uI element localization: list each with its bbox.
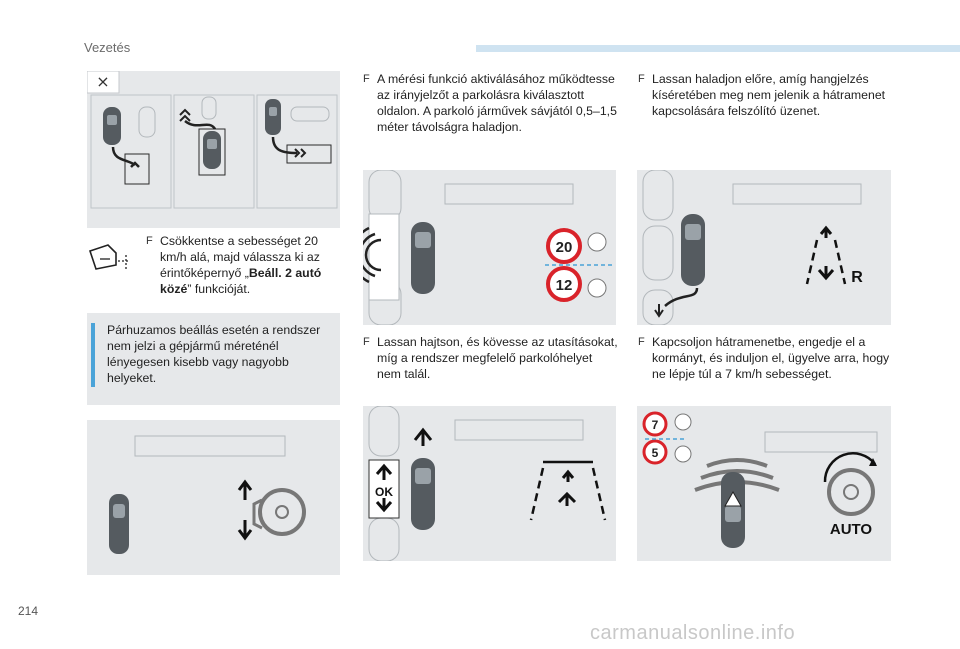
close-symbol: × — [96, 72, 110, 91]
note-text: Párhuzamos beállás esetén a rendszer nem jelzi a gépjármű méreténél lényegesen kisebb vagy nagyobb helyeket. — [107, 323, 321, 385]
step-1: F Csökkentse a sebességet 20 km/h alá, majd válassza ki az érintőképernyő „Beáll. 2 autó közé” funkcióját. — [146, 234, 322, 296]
watermark: carmanualsonline.info — [590, 622, 796, 644]
step-bullet: F — [146, 235, 153, 247]
ok-label: OK — [375, 485, 393, 499]
parallel-parking-icon — [88, 241, 134, 273]
section-title: Vezetés — [84, 40, 131, 55]
figure-forward-ok — [363, 406, 616, 561]
figure-reverse-prompt — [637, 170, 891, 325]
note-box — [87, 313, 340, 405]
step-4: F Lassan hajtson, és kövesse az utasításokat, míg a rendszer megfelelő parkolóhelyet nem talál. — [363, 335, 618, 381]
figure-steering-hands-off — [87, 420, 340, 575]
reverse-letter: R — [851, 269, 863, 286]
page-number: 214 — [18, 604, 39, 618]
figure-scanning — [363, 170, 616, 325]
speed-sign-reverse-lower: 5 — [651, 446, 659, 460]
step-3: F Lassan haladjon előre, amíg hangjelzés kíséretében meg nem jelenik a hátramenet kapcsolására felszólító üzenet. — [638, 72, 886, 118]
figure-parking-modes — [87, 71, 340, 228]
step-2: F A mérési funkció aktiválásához működtesse az irányjelzőt a parkolásra kiválasztott oldalon. A parkoló járművek sávjától 0,5–1,5 méter távolságra haladjon. — [363, 72, 617, 134]
speed-sign-reverse-upper: 7 — [651, 418, 659, 432]
header-bar — [476, 45, 960, 52]
auto-label: AUTO — [829, 521, 873, 538]
speed-sign-upper: 20 — [555, 239, 573, 256]
speed-sign-lower: 12 — [555, 277, 573, 294]
step-5: F Kapcsoljon hátramenetbe, engedje el a kormányt, és induljon el, ügyelve arra, hogy ne lépje túl a 7 km/h sebességet. — [638, 335, 890, 381]
figure-reverse-auto — [637, 406, 891, 561]
note-accent-bar — [91, 323, 95, 387]
